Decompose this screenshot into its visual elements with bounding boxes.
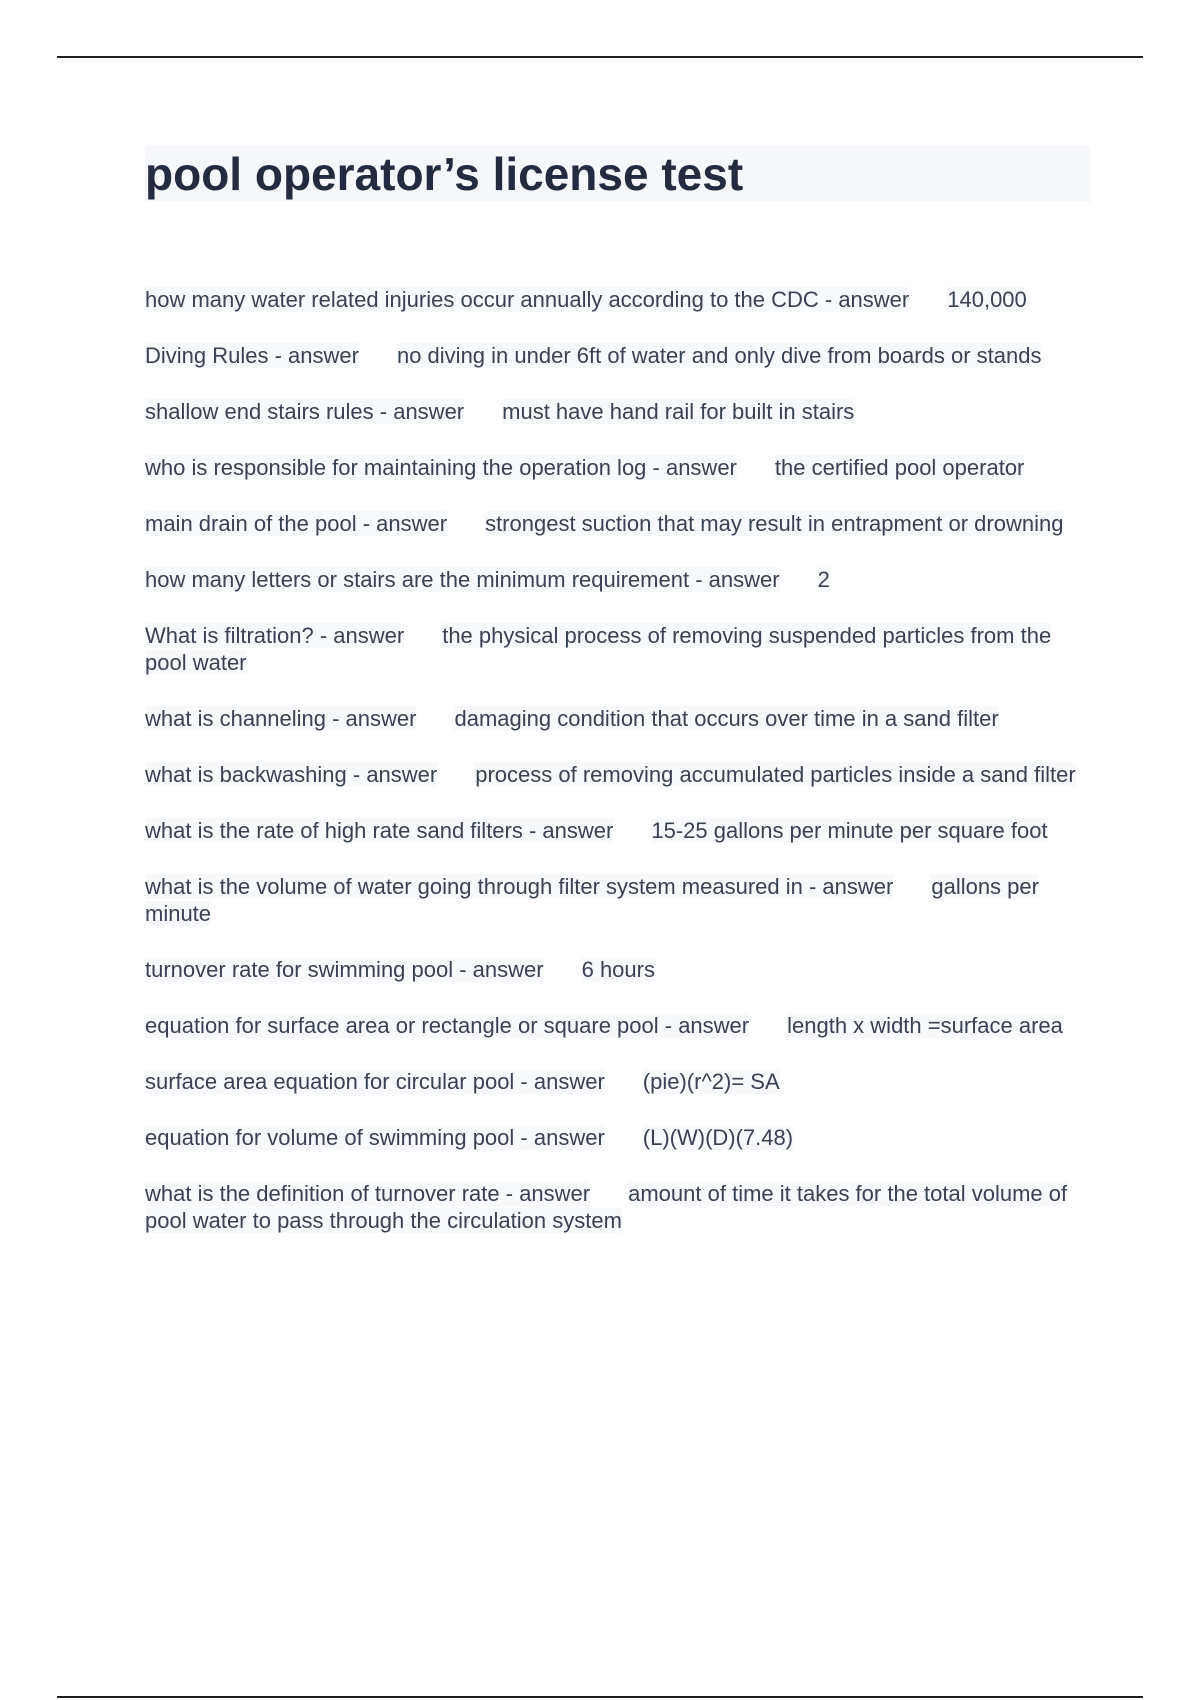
qa-answer: the physical process of removing suspended particles from the pool water [145,623,1052,675]
qa-answer: 6 hours [581,957,655,982]
qa-question: what is the rate of high rate sand filters - answer [145,818,614,843]
qa-question: main drain of the pool - answer [145,511,448,536]
document-title: pool operator’s license test [145,146,1090,202]
qa-item [145,1124,1090,1151]
qa-answer: (L)(W)(D)(7.48) [642,1125,794,1150]
qa-item [145,622,1090,676]
qa-answer: the certified pool operator [774,455,1025,480]
qa-answer: amount of time it takes for the total volume of pool water to pass through the circulation system [145,1181,1068,1233]
qa-item [145,817,1090,844]
qa-question: what is the volume of water going through filter system measured in - answer [145,874,894,899]
qa-item [145,873,1090,927]
bottom-divider [57,1696,1143,1698]
qa-question: what is backwashing - answer [145,762,438,787]
qa-answer: no diving in under 6ft of water and only dive from boards or stands [396,343,1042,368]
qa-item [145,510,1090,537]
qa-question: Diving Rules - answer [145,343,359,368]
qa-item [145,761,1090,788]
qa-question: equation for volume of swimming pool - answer [145,1125,605,1150]
qa-item [145,1012,1090,1039]
qa-question: surface area equation for circular pool - answer [145,1069,605,1094]
qa-question: shallow end stairs rules - answer [145,399,465,424]
qa-item [145,342,1090,369]
qa-answer: 2 [817,567,830,592]
qa-answer: gallons per minute [145,874,1039,926]
qa-item [145,1068,1090,1095]
qa-answer: length x width =surface area [787,1013,1063,1038]
qa-question: What is filtration? - answer [145,623,405,648]
qa-question: how many water related injuries occur annually according to the CDC - answer [145,287,910,312]
qa-item [145,398,1090,425]
qa-answer: 140,000 [947,287,1027,312]
qa-answer: process of removing accumulated particles inside a sand filter [475,762,1076,787]
qa-question: turnover rate for swimming pool - answer [145,957,544,982]
qa-answer: strongest suction that may result in entrapment or drowning [485,511,1064,536]
qa-item [145,956,1090,983]
qa-answer: 15-25 gallons per minute per square foot [651,818,1048,843]
qa-question: what is channeling - answer [145,706,417,731]
qa-item [145,705,1090,732]
qa-question: how many letters or stairs are the minimum requirement - answer [145,567,780,592]
qa-list [145,286,1090,1234]
qa-answer: must have hand rail for built in stairs [502,399,855,424]
qa-item [145,1180,1090,1234]
qa-item [145,454,1090,481]
qa-answer: (pie)(r^2)= SA [642,1069,780,1094]
qa-question: what is the definition of turnover rate - answer [145,1181,591,1206]
top-divider [57,56,1143,58]
qa-answer: damaging condition that occurs over time in a sand filter [454,706,999,731]
qa-item [145,286,1090,313]
qa-question: equation for surface area or rectangle or square pool - answer [145,1013,750,1038]
qa-question: who is responsible for maintaining the operation log - answer [145,455,737,480]
document-body [145,146,1090,1263]
qa-item [145,566,1090,593]
